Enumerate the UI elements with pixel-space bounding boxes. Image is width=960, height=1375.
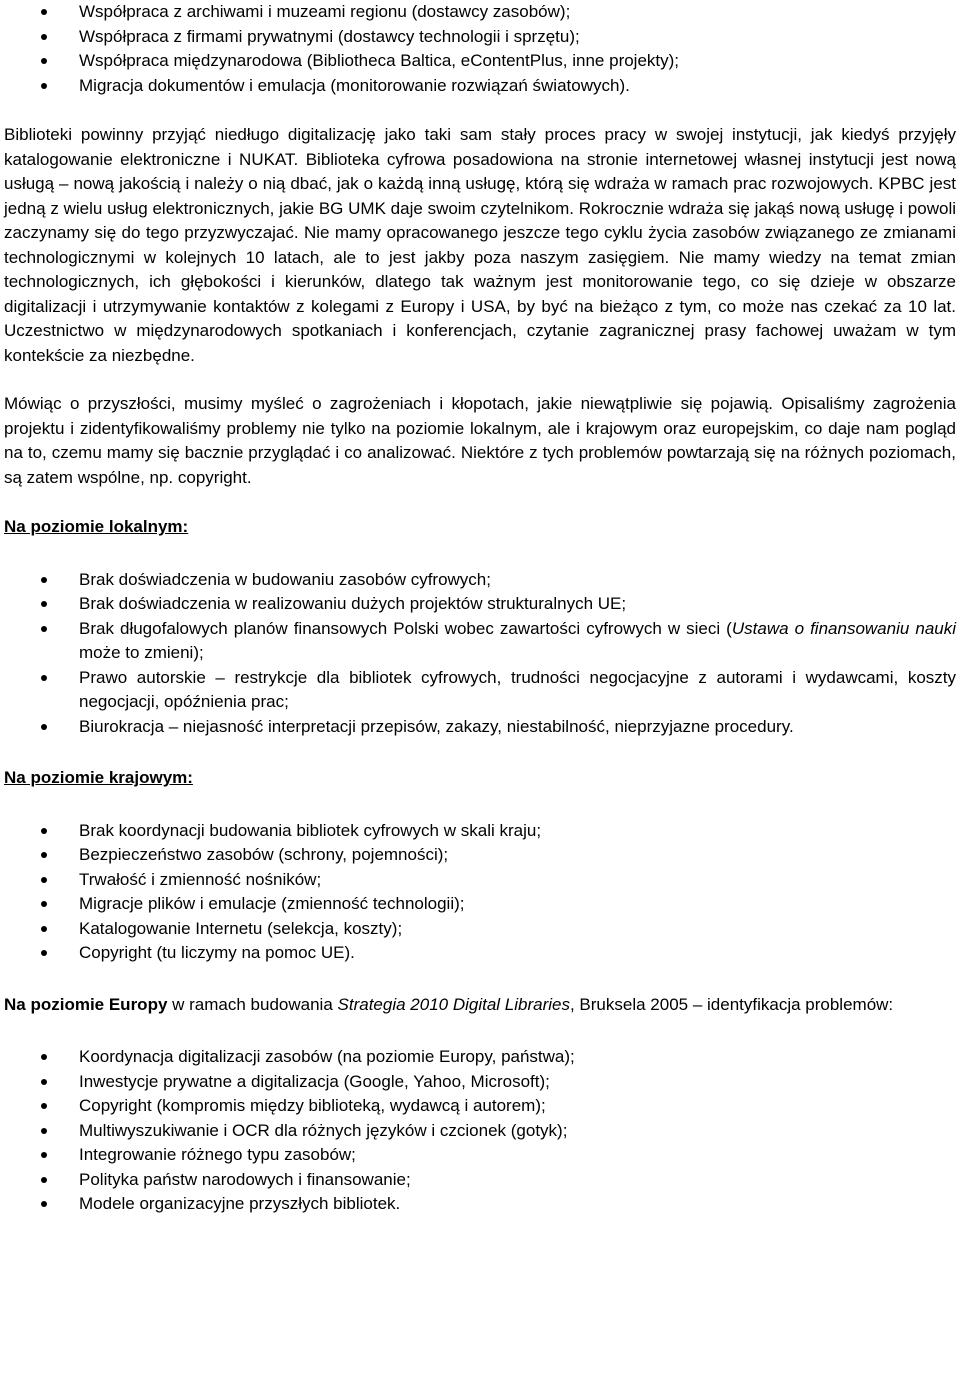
list-item: Polityka państw narodowych i finansowanie; [0, 1168, 960, 1193]
list-item: Katalogowanie Internetu (selekcja, koszty); [0, 917, 960, 942]
list-item: Prawo autorskie – restrykcje dla bibliotek cyfrowych, trudności negocjacyjne z autorami i wydawcami, koszty negocjacji, opóźnienia prac; [0, 666, 960, 715]
list-item-text: może to zmieni); [79, 643, 204, 662]
europe-problems-list [0, 1045, 960, 1217]
cooperation-list [0, 0, 960, 98]
list-item [0, 617, 960, 666]
list-item: Inwestycje prywatne a digitalizacja (Google, Yahoo, Microsoft); [0, 1070, 960, 1095]
list-item-text: Brak długofalowych planów finansowych Polski wobec zawartości cyfrowych w sieci ( [79, 618, 732, 638]
local-problems-list [0, 568, 960, 740]
heading-national-level: Na poziomie krajowym: [4, 768, 193, 787]
europe-lead-text: w ramach budowania [167, 994, 338, 1014]
list-item: Copyright (tu liczymy na pomoc UE). [0, 941, 960, 966]
list-item: Integrowanie różnego typu zasobów; [0, 1143, 960, 1168]
list-item: Trwałość i zmienność nośników; [0, 868, 960, 893]
europe-lead-tail: , Bruksela 2005 – identyfikacja problemów: [569, 994, 894, 1014]
strategy-title: Strategia 2010 Digital Libraries [337, 994, 570, 1014]
paragraph-threats: Mówiąc o przyszłości, musimy myśleć o zagrożeniach i kłopotach, jakie niewątpliwie się pojawią. Opisaliśmy zagrożenia projektu i zidentyfikowaliśmy problemy nie tylko na poziomie lokalnym, ale i krajowym oraz europejskim, co daje nam pogląd na to, czemu mamy się bacznie przyglądać i co analizować. Niektóre z tych problemów powtarzają się na różnych poziomach, są zatem wspólne, np. copyright. [4, 394, 956, 487]
europe-level-label: Na poziomie Europy [4, 994, 168, 1014]
paragraph-digitalization: Biblioteki powinny przyjąć niedługo digitalizację jako taki sam stały proces pracy w swojej instytucji, jak kiedyś przyjęły katalogowanie elektroniczne i NUKAT. Biblioteka cyfrowa posadowiona na stronie internetowej własnej instytucji jest nową usługą – nową jakością i należy o nią dbać, jak o każdą inną usługę, którą się wdraża w ramach prac rozwojowych. KPBC jest jedną z wielu usług elektronicznych, jakie BG UMK daje swoim czytelnikom. Rokrocznie wdraża się jakąś nową usługę i powoli zaczynamy się do tego przyzwyczajać. Nie mamy opracowanego jeszcze tego cyklu życia zasobów związanego ze zmianami technologicznymi w kolejnych 10 latach, ale to jest jakby poza naszym zasięgiem. Nie mamy wiedzy na temat zmian technologicznych, ich głębokości i kierunków, dlatego tak ważnym jest monitorowanie tego, co się dzieje w obszarze digitalizacji i utrzymywanie kontaktów z kolegami z Europy i USA, by być na bieżąco z tym, co może nas czekać za 10 lat. Uczestnictwo w międzynarodowych spotkaniach i konferencjach, czytanie zagranicznej prasy fachowej uważam w tym kontekście za niezbędne. [4, 125, 956, 365]
list-item: Copyright (kompromis między biblioteką, wydawcą i autorem); [0, 1094, 960, 1119]
paragraph-europe-level [0, 993, 960, 1018]
list-item: Modele organizacyjne przyszłych bibliotek. [0, 1192, 960, 1217]
list-item: Współpraca z firmami prywatnymi (dostawcy technologii i sprzętu); [0, 25, 960, 50]
list-item: Multiwyszukiwanie i OCR dla różnych języków i czcionek (gotyk); [0, 1119, 960, 1144]
list-item: Bezpieczeństwo zasobów (schrony, pojemności); [0, 843, 960, 868]
list-item: Brak koordynacji budowania bibliotek cyfrowych w skali kraju; [0, 819, 960, 844]
list-item: Biurokracja – niejasność interpretacji przepisów, zakazy, niestabilność, nieprzyjazne procedury. [0, 715, 960, 740]
list-item: Migracja dokumentów i emulacja (monitorowanie rozwiązań światowych). [0, 74, 960, 99]
list-item: Współpraca z archiwami i muzeami regionu (dostawcy zasobów); [0, 0, 960, 25]
list-item: Koordynacja digitalizacji zasobów (na poziomie Europy, państwa); [0, 1045, 960, 1070]
list-item: Migracje plików i emulacje (zmienność technologii); [0, 892, 960, 917]
heading-local-level: Na poziomie lokalnym: [4, 517, 189, 536]
list-item: Brak doświadczenia w realizowaniu dużych projektów strukturalnych UE; [0, 592, 960, 617]
list-item: Współpraca międzynarodowa (Bibliotheca Baltica, eContentPlus, inne projekty); [0, 49, 960, 74]
act-title: Ustawa o finansowaniu nauki [731, 618, 957, 638]
national-problems-list [0, 819, 960, 966]
list-item: Brak doświadczenia w budowaniu zasobów cyfrowych; [0, 568, 960, 593]
